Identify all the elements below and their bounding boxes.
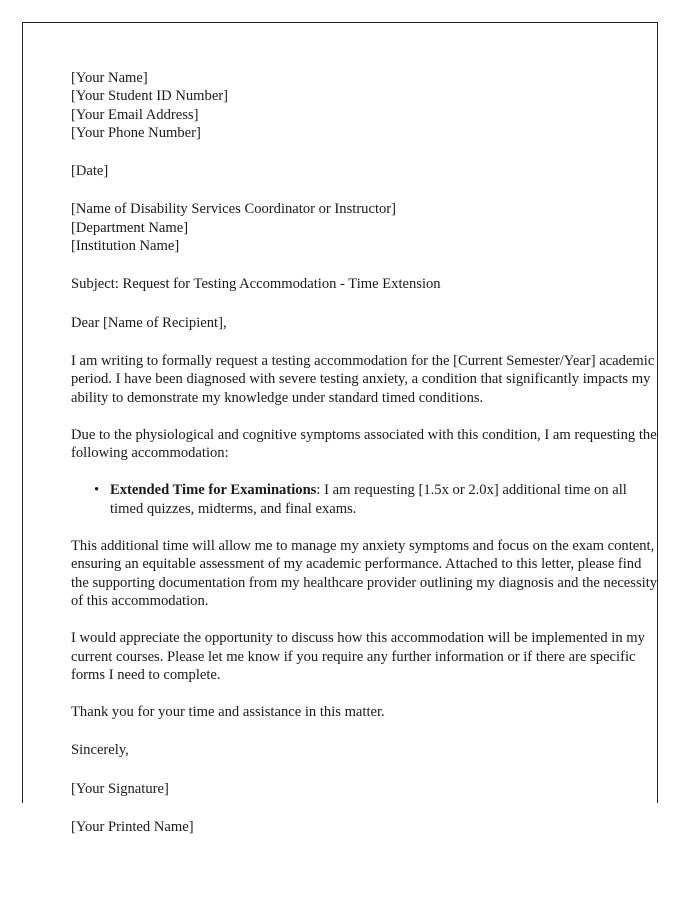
recipient-address-block [71,200,659,255]
list-item [71,481,659,518]
paragraph-opening-request: I am writing to formally request a testing accommodation for the [Current Semester/Year] academic period. I have been diagnosed with severe testing anxiety, a condition that significantly impacts my ability to demonstrate my knowledge under standard timed conditions. [71,352,655,406]
accommodation-detail: : I am requesting [1.5x or 2.0x] additional time on all timed quizzes, midterms, and final exams. [110,482,627,517]
sender-phone: [Your Phone Number] [71,124,201,141]
sender-name: [Your Name] [71,70,148,86]
subject-line: Subject: Request for Testing Accommodation - Time Extension [71,276,441,293]
letter-body [71,69,659,856]
document-page [22,22,658,836]
recipient-institution: [Institution Name] [71,238,180,255]
recipient-name: [Name of Disability Services Coordinator or Instructor] [71,201,397,218]
recipient-department: [Department Name] [71,219,189,236]
accommodation-list [71,481,659,518]
sender-email: [Your Email Address] [71,106,199,123]
paragraph-thanks: Thank you for your time and assistance in this matter. [71,704,385,721]
bullet-point-icon: • [94,482,100,499]
accommodation-title: Extended Time for Examinations [110,482,317,499]
sender-student-id: [Your Student ID Number] [71,88,229,105]
signature-placeholder: [Your Signature] [71,780,169,797]
date-line: [Date] [71,163,109,180]
paragraph-followup: I would appreciate the opportunity to discuss how this accommodation will be implemented in my current courses. Please let me know if you require any further information or if there are specific forms I need to complete. [71,630,645,683]
sender-address-block [71,69,659,142]
closing-salutation: Sincerely, [71,742,129,759]
salutation: Dear [Name of Recipient], [71,314,227,331]
paragraph-rationale: This additional time will allow me to manage my anxiety symptoms and focus on the exam content, ensuring an equitable assessment of my academic performance. Attached to this letter, please find the supporting documentation from my healthcare provider outlining my diagnosis and the necessity of this accommodation. [71,538,658,609]
printed-name-placeholder: [Your Printed Name] [71,819,194,836]
paragraph-accommodation-intro: Due to the physiological and cognitive symptoms associated with this condition, I am requesting the following accommodation: [71,426,657,462]
